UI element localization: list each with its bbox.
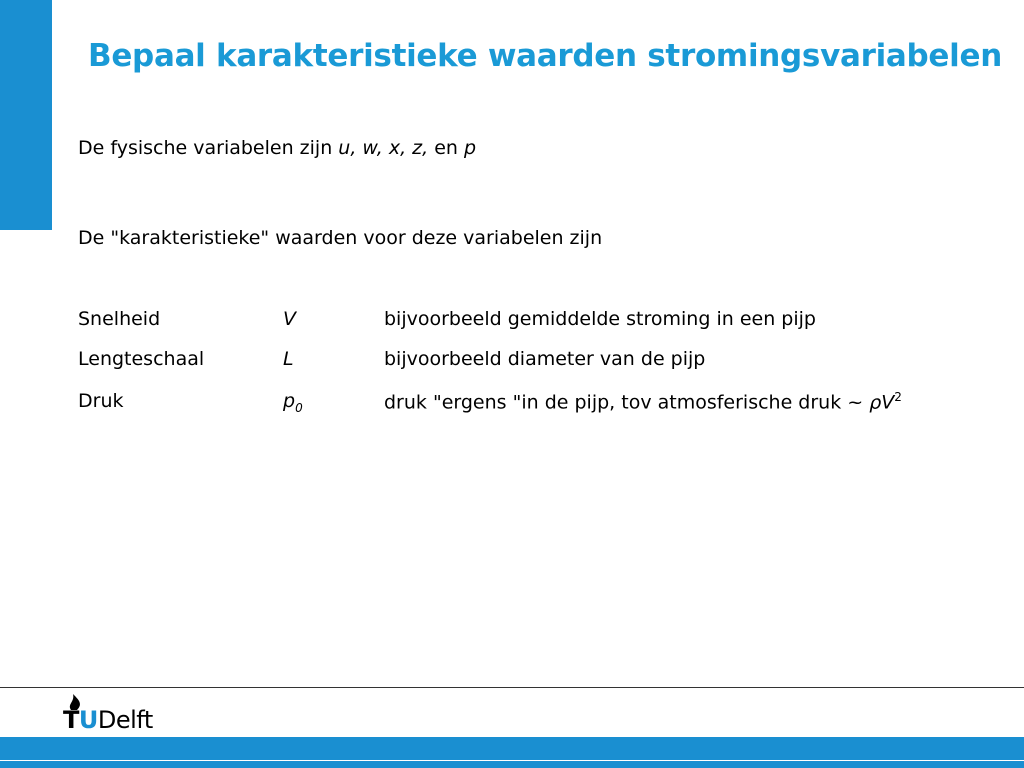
logo-wordmark — [63, 706, 153, 734]
intro-last: p — [463, 137, 477, 159]
v-symbol: V — [881, 391, 895, 414]
row-desc — [384, 390, 902, 413]
row-name: Druk — [78, 390, 124, 412]
row-symbol-sub: 0 — [295, 400, 303, 415]
footer-band — [0, 737, 1024, 768]
tudelft-logo — [63, 692, 173, 736]
row-symbol — [283, 390, 303, 415]
row-lengteschaal — [78, 348, 978, 374]
logo-t: T — [63, 706, 79, 734]
exponent: 2 — [894, 390, 902, 404]
row-symbol: V — [283, 308, 296, 330]
intro-vars: u, w, x, z, — [338, 137, 429, 159]
intro-prefix: De fysische variabelen zijn — [78, 137, 339, 159]
intro-characteristic-line: De "karakteristieke" waarden voor deze variabelen zijn — [78, 227, 603, 249]
rho-symbol: ρ — [869, 391, 882, 414]
row-druk — [78, 390, 978, 416]
side-accent-bar — [0, 0, 52, 230]
row-snelheid — [78, 308, 978, 334]
footer-divider — [0, 687, 1024, 688]
row-symbol-base: p — [283, 390, 296, 412]
row-name: Snelheid — [78, 308, 161, 330]
row-desc: bijvoorbeeld diameter van de pijp — [384, 348, 706, 370]
logo-delft: Delft — [97, 706, 153, 734]
logo-u: U — [78, 706, 98, 734]
row-name: Lengteschaal — [78, 348, 205, 370]
row-symbol: L — [283, 348, 294, 370]
footer-stripe — [0, 760, 1024, 761]
row-desc: bijvoorbeeld gemiddelde stroming in een pijp — [384, 308, 816, 330]
slide-title: Bepaal karakteristieke waarden stromingsvariabelen — [88, 38, 1002, 74]
intro-mid: en — [428, 137, 464, 159]
intro-variables-line — [78, 137, 476, 159]
row-desc-text: druk "ergens "in de pijp, tov atmosferische druk ~ — [384, 391, 870, 414]
